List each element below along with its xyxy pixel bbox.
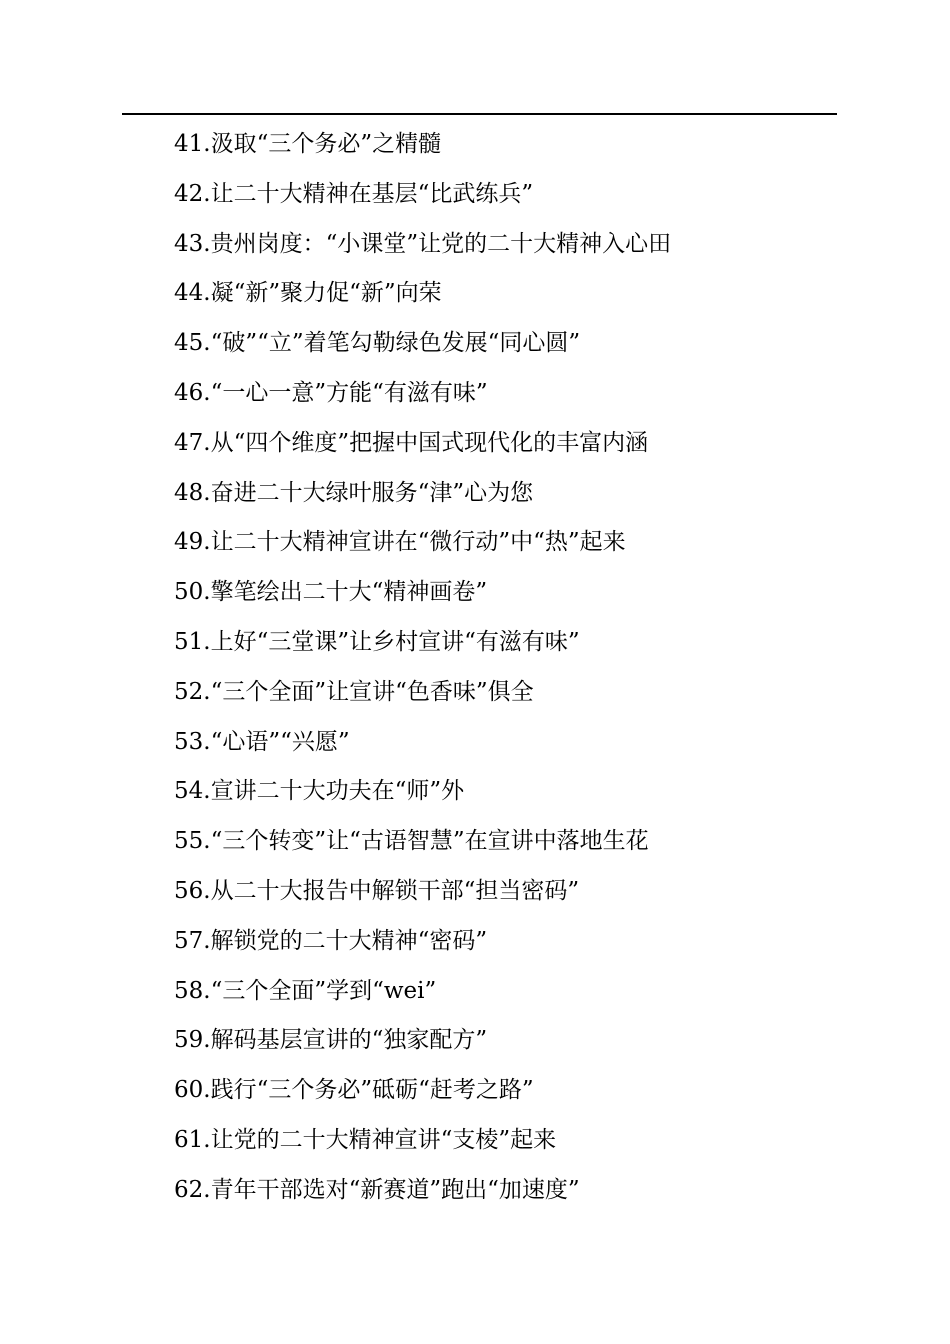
list-item: 44.凝“新”聚力促“新”向荣 <box>174 280 442 307</box>
list-item: 45.“破”“立”着笔勾勒绿色发展“同心圆” <box>174 330 581 357</box>
list-item: 61.让党的二十大精神宣讲“支棱”起来 <box>174 1126 557 1153</box>
list-item: 59.解码基层宣讲的“独家配方” <box>174 1027 488 1054</box>
list-item: 57.解锁党的二十大精神“密码” <box>174 927 488 954</box>
list-item: 43.贵州岗度：“小课堂”让党的二十大精神入心田 <box>174 230 672 257</box>
list-item: 49.让二十大精神宣讲在“微行动”中“热”起来 <box>174 529 626 556</box>
list-item: 47.从“四个维度”把握中国式现代化的丰富内涵 <box>174 429 649 456</box>
list-item: 50.擎笔绘出二十大“精神画卷” <box>174 579 488 606</box>
list-item: 62.青年干部选对“新赛道”跑出“加速度” <box>174 1176 580 1203</box>
list-item: 52.“三个全面”让宣讲“色香味”俱全 <box>174 678 534 705</box>
list-item: 48.奋进二十大绿叶服务“津”心为您 <box>174 479 534 506</box>
list-item: 46.“一心一意”方能“有滋有味” <box>174 379 488 406</box>
title-list <box>174 120 671 1216</box>
list-item: 42.让二十大精神在基层“比武练兵” <box>174 180 534 207</box>
list-item: 55.“三个转变”让“古语智慧”在宣讲中落地生花 <box>174 828 649 855</box>
list-item: 58.“三个全面”学到“wei” <box>174 977 437 1004</box>
header-rule <box>122 113 837 115</box>
list-item: 56.从二十大报告中解锁干部“担当密码” <box>174 877 580 904</box>
list-item: 41.汲取“三个务必”之精髓 <box>174 131 442 157</box>
list-item: 60.践行“三个务必”砥砺“赶考之路” <box>174 1077 534 1104</box>
list-item: 54.宣讲二十大功夫在“师”外 <box>174 778 465 805</box>
list-item: 53.“心语”“兴愿” <box>174 728 350 755</box>
list-item: 51.上好“三堂课”让乡村宣讲“有滋有味” <box>174 628 580 655</box>
